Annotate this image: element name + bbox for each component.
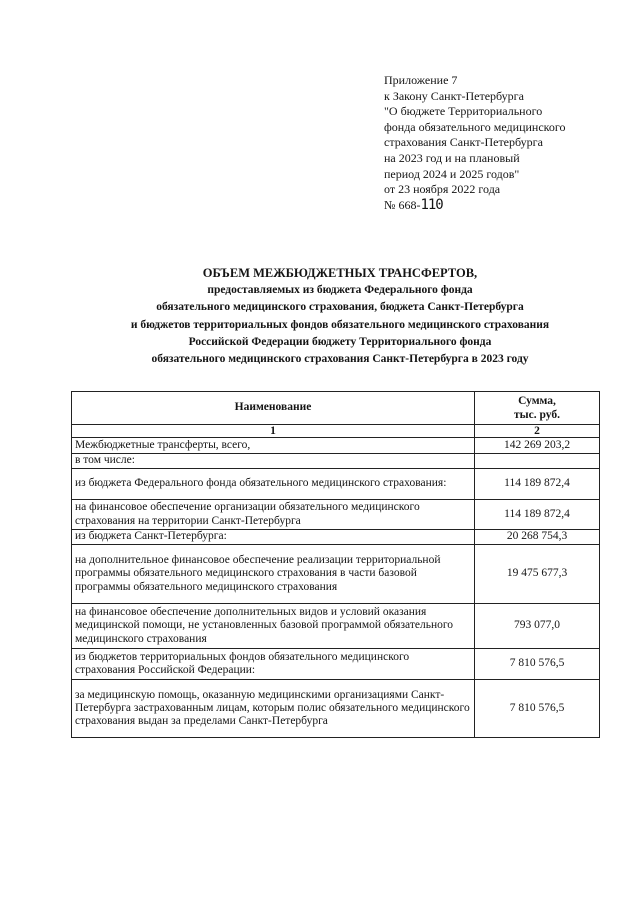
table-row — [72, 500, 600, 530]
heading-line-6: обязательного медицинского страхования Санкт-Петербурга в 2023 году — [151, 353, 529, 366]
heading-line-5: Российской Федерации бюджету Территориального фонда — [188, 335, 492, 348]
column-header-sum — [475, 392, 600, 425]
row-amount: 793 077,0 — [475, 604, 600, 649]
heading-line-3: обязательного медицинского страхования, бюджета Санкт-Петербурга — [156, 301, 524, 314]
table-header-row — [72, 392, 600, 425]
document-heading — [60, 265, 620, 368]
row-amount: 19 475 677,3 — [475, 545, 600, 604]
column-number-1: 1 — [72, 425, 475, 438]
row-amount: 114 189 872,4 — [475, 500, 600, 530]
column-number-2: 2 — [475, 425, 600, 438]
heading-line-2: предоставляемых из бюджета Федерального фонда — [207, 284, 473, 297]
annex-line-5: страхования Санкт-Петербурга — [384, 135, 543, 150]
table-row — [72, 454, 600, 469]
row-amount: 7 810 576,5 — [475, 680, 600, 738]
table-row — [72, 649, 600, 680]
row-name: из бюджета Федерального фонда обязательного медицинского страхования: — [72, 469, 475, 500]
table-row — [72, 469, 600, 500]
law-number-prefix: № 668- — [384, 197, 421, 212]
row-name: из бюджетов территориальных фондов обязательного медицинского страхования Российской Федерации: — [72, 649, 475, 680]
row-name: на финансовое обеспечение дополнительных видов и условий оказания медицинской помощи, не установленных базовой программой обязательного медицинского страхования — [72, 604, 475, 649]
row-name: в том числе: — [72, 454, 475, 469]
transfers-table — [71, 391, 600, 738]
annex-line-6: на 2023 год и на плановый — [384, 150, 520, 165]
row-amount: 142 269 203,2 — [475, 438, 600, 454]
annex-line-2: к Закону Санкт-Петербурга — [384, 88, 524, 103]
table-row — [72, 545, 600, 604]
table-row — [72, 438, 600, 454]
row-amount: 114 189 872,4 — [475, 469, 600, 500]
annex-line-7: период 2024 и 2025 годов" — [384, 166, 520, 181]
annex-line-3: "О бюджете Территориального — [384, 104, 543, 119]
row-name: Межбюджетные трансферты, всего, — [72, 438, 475, 454]
column-header-sum-line-1: Сумма, — [518, 395, 556, 407]
row-amount — [475, 454, 600, 469]
annex-line-4: фонда обязательного медицинского — [384, 119, 566, 134]
table-row — [72, 530, 600, 545]
heading-title: ОБЪЕМ МЕЖБЮДЖЕТНЫХ ТРАНСФЕРТОВ, — [202, 266, 478, 280]
row-amount: 7 810 576,5 — [475, 649, 600, 680]
column-header-name: Наименование — [72, 392, 475, 425]
annex-block — [384, 73, 614, 213]
table-row — [72, 604, 600, 649]
row-amount: 20 268 754,3 — [475, 530, 600, 545]
law-number-handwritten: 110 — [420, 196, 443, 213]
heading-line-4: и бюджетов территориальных фондов обязательного медицинского страхования — [130, 318, 550, 331]
row-name: на дополнительное финансовое обеспечение реализации территориальной программы обязательного медицинского страхования в части базовой программы обязательного медицинского страхования — [72, 545, 475, 604]
row-name: из бюджета Санкт-Петербурга: — [72, 530, 475, 545]
annex-line-8: от 23 ноября 2022 года — [384, 182, 501, 197]
annex-line-1: Приложение 7 — [384, 73, 458, 87]
row-name: за медицинскую помощь, оказанную медицинскими организациями Санкт-Петербурга застрахованным лицам, которым полис обязательного медицинского страхования выдан за пределами Санкт-Петербурга — [72, 680, 475, 738]
row-name: на финансовое обеспечение организации обязательного медицинского страхования на территории Санкт-Петербурга — [72, 500, 475, 530]
table-row — [72, 680, 600, 738]
column-number-row — [72, 425, 600, 438]
column-header-sum-line-2: тыс. руб. — [514, 409, 560, 421]
